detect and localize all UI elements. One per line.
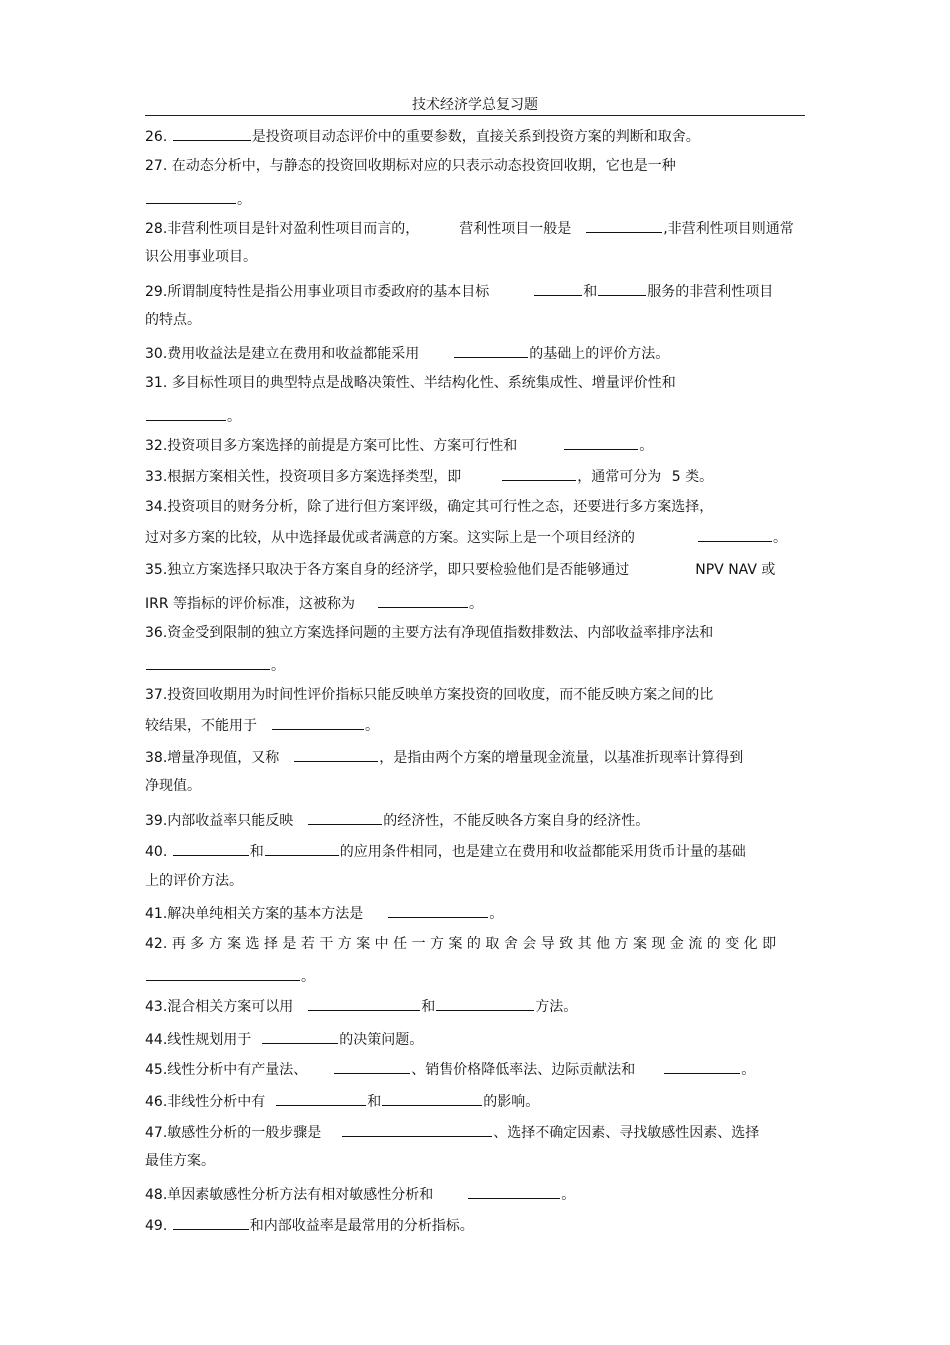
answer-blank — [534, 280, 582, 296]
question-text: 的经济性，不能反映各方案自身的经济性。 — [383, 813, 650, 829]
question-line — [145, 496, 713, 518]
page-header-title: 技术经济学总复习题 — [145, 95, 805, 116]
question-text: 。 — [365, 718, 379, 734]
question-text: 33.根据方案相关性，投资项目多方案选择类型，即 — [145, 469, 462, 485]
question-text: 最佳方案。 — [145, 1153, 215, 1169]
question-text: ，通常可分为 — [577, 469, 666, 485]
question-line — [145, 840, 746, 862]
answer-blank — [502, 465, 576, 481]
question-line — [145, 870, 243, 892]
question-text: 、销售价格降低率法、边际贡献法和 — [411, 1062, 636, 1078]
question-text: 40. — [145, 844, 172, 860]
answer-blank — [173, 840, 249, 856]
answer-blank — [564, 434, 638, 450]
question-text: 28.非营利性项目是针对盈利性项目而言的， — [145, 221, 420, 237]
question-text: 、选择不确定因素、寻找敏感性因素、选择 — [493, 1125, 760, 1141]
question-text: 。 — [639, 438, 654, 454]
question-text: 净现值。 — [145, 778, 201, 794]
answer-blank — [382, 1090, 482, 1106]
question-line — [145, 526, 787, 548]
question-text: 上的评价方法。 — [145, 873, 243, 889]
question-line — [145, 965, 315, 987]
question-text: 。 — [469, 596, 484, 612]
question-line — [145, 372, 676, 394]
question-text: ,非营利性项目则通常 — [663, 221, 794, 237]
question-text: 的基础上的评价方法。 — [529, 346, 670, 362]
question-text: 32.投资项目多方案选择的前提是方案可比性、方案可行性和 — [145, 438, 518, 454]
question-text: NPV NAV 或 — [695, 562, 776, 578]
answer-blank — [146, 188, 236, 204]
question-line — [145, 1214, 474, 1236]
question-text: 35.独立方案选择只取决于各方案自身的经济学，即只要检验他们是否能够通过 — [145, 562, 630, 578]
question-text: 46.非线性分析中有 — [145, 1094, 266, 1110]
question-line — [145, 1121, 759, 1143]
question-line — [145, 342, 669, 364]
question-line — [145, 434, 653, 456]
question-text: 服务的非营利性项目 — [647, 284, 774, 300]
answer-blank — [276, 1090, 366, 1106]
question-text: 过对多方案的比较，从中选择最优或者满意的方案。这实际上是一个项目经济的 — [145, 530, 635, 546]
question-line — [145, 1150, 215, 1172]
question-line — [145, 684, 713, 706]
question-line — [145, 155, 676, 177]
question-text: 36.资金受到限制的独立方案选择问题的主要方法有净现值指数排数法、内部收益率排序法和 — [145, 625, 714, 641]
question-line — [145, 1090, 539, 1112]
answer-blank — [272, 714, 364, 730]
question-text: 识公用事业项目。 — [145, 249, 257, 265]
question-text: 。 — [741, 1062, 756, 1078]
question-text: 。 — [561, 1187, 576, 1203]
answer-blank — [454, 342, 528, 358]
question-text: 方法。 — [535, 999, 578, 1015]
answer-blank — [173, 1214, 249, 1230]
answer-blank — [146, 965, 300, 981]
question-text: 。 — [773, 530, 787, 546]
question-text: 47.敏感性分析的一般步骤是 — [145, 1125, 322, 1141]
question-text: 营利性项目一般是 — [459, 221, 572, 237]
question-line — [145, 1028, 423, 1050]
question-text: 34.投资项目的财务分析，除了进行但方案评级，确定其可行性之态，还要进行多方案选择， — [145, 499, 714, 515]
question-text: 。 — [237, 192, 251, 208]
question-text: 的影响。 — [483, 1094, 540, 1110]
question-text: 29.所谓制度特性是指公用事业项目市委政府的基本目标 — [145, 284, 490, 300]
question-line — [145, 592, 483, 614]
question-line — [145, 465, 713, 487]
question-line — [145, 559, 775, 581]
question-text: 较结果，不能用于 — [145, 718, 257, 734]
question-text: 31. 多目标性项目的典型特点是战略决策性、半结构化性、系统集成性、增量评价性和 — [145, 375, 676, 391]
question-line — [145, 995, 577, 1017]
question-line — [145, 809, 649, 831]
answer-blank — [598, 280, 646, 296]
question-text: 41.解决单纯相关方案的基本方法是 — [145, 906, 364, 922]
answer-blank — [436, 995, 534, 1011]
question-line — [145, 902, 503, 924]
question-text: 42. 再 多 方 案 选 择 是 若 干 方 案 中 任 一 方 案 的 取 舍 会 导 致 其 他 方 案 现 金 流 的 变 化 即 — [145, 936, 777, 952]
answer-blank — [378, 592, 468, 608]
question-text: 和 — [421, 999, 436, 1015]
answer-blank — [586, 217, 662, 233]
question-line — [145, 217, 794, 239]
question-text: 。 — [489, 906, 504, 922]
question-line — [145, 1183, 575, 1205]
question-line — [145, 746, 743, 768]
question-text: 44.线性规划用于 — [145, 1032, 252, 1048]
question-line — [145, 405, 241, 427]
answer-blank — [468, 1183, 560, 1199]
question-text: 。 — [301, 969, 315, 985]
question-text: 43.混合相关方案可以用 — [145, 999, 294, 1015]
answer-blank — [146, 405, 226, 421]
answer-blank — [698, 526, 772, 542]
question-text: 的决策问题。 — [339, 1032, 424, 1048]
question-text: 48.单因素敏感性分析方法有相对敏感性分析和 — [145, 1187, 434, 1203]
question-text: 26. — [145, 129, 172, 145]
question-line — [145, 714, 379, 736]
question-text: ，是指由两个方案的增量现金流量，以基准折现率计算得到 — [379, 750, 744, 766]
question-line — [145, 125, 700, 147]
answer-blank — [388, 902, 488, 918]
question-line — [145, 654, 285, 676]
question-text: 37.投资回收期用为时间性评价指标只能反映单方案投资的回收度，而不能反映方案之间的比 — [145, 687, 714, 703]
question-text: 的应用条件相同，也是建立在费用和收益都能采用货币计量的基础 — [339, 844, 746, 860]
question-line — [145, 775, 201, 797]
question-text: 是投资项目动态评价中的重要参数，直接关系到投资方案的判断和取舍。 — [251, 129, 700, 145]
question-text: 和内部收益率是最常用的分析指标。 — [249, 1218, 474, 1234]
question-text: IRR 等指标的评价标准，这被称为 — [145, 596, 356, 612]
question-line — [145, 188, 251, 210]
question-line — [145, 1058, 755, 1080]
question-text: 49. — [145, 1218, 172, 1234]
question-text: 45.线性分析中有产量法、 — [145, 1062, 308, 1078]
question-text: 和 — [249, 844, 264, 860]
question-text: 的特点。 — [145, 312, 201, 328]
question-text: 27. 在动态分析中，与静态的投资回收期标对应的只表示动态投资回收期，它也是一种 — [145, 158, 676, 174]
answer-blank — [146, 654, 270, 670]
question-text: 和 — [367, 1094, 382, 1110]
question-line — [145, 622, 713, 644]
answer-blank — [294, 746, 378, 762]
answer-blank — [265, 840, 339, 856]
question-text: 。 — [271, 658, 285, 674]
question-text: 38.增量净现值，又称 — [145, 750, 280, 766]
answer-blank — [334, 1058, 410, 1074]
answer-blank — [664, 1058, 740, 1074]
question-line — [145, 933, 776, 955]
answer-blank — [342, 1121, 492, 1137]
question-text: 39.内部收益率只能反映 — [145, 813, 294, 829]
answer-blank — [308, 809, 382, 825]
question-text: 5 类。 — [671, 469, 714, 485]
question-text: 和 — [583, 284, 598, 300]
question-line — [145, 280, 773, 302]
answer-blank — [308, 995, 420, 1011]
question-line — [145, 309, 201, 331]
answer-blank — [262, 1028, 338, 1044]
answer-blank — [173, 125, 251, 141]
question-line — [145, 246, 257, 268]
question-text: 。 — [227, 409, 241, 425]
question-text: 30.费用收益法是建立在费用和收益都能采用 — [145, 346, 420, 362]
